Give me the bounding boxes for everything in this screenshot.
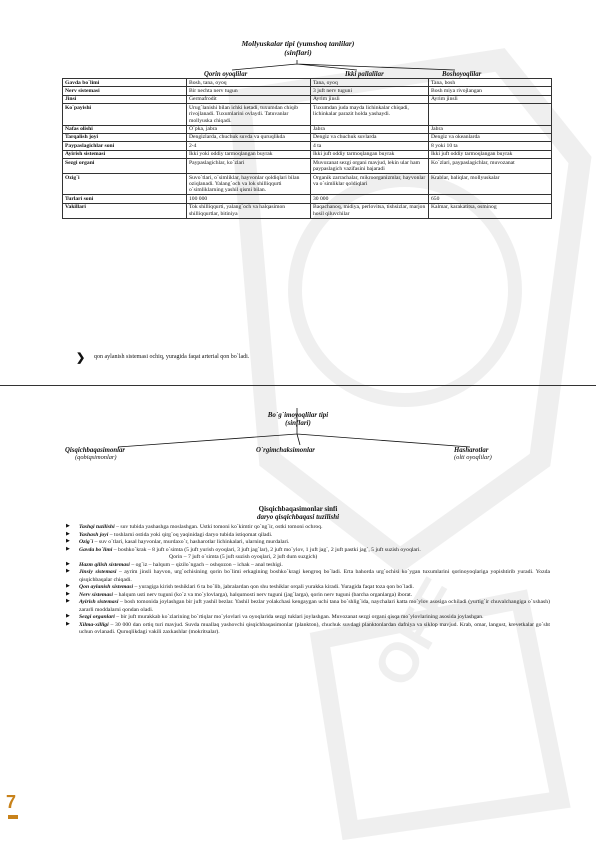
table-row <box>63 195 552 203</box>
fact-term: Qon aylanish sistemasi <box>79 584 134 591</box>
table-cell: Jabra <box>429 125 552 133</box>
list-item <box>66 539 550 547</box>
fact-text: – bir juft murakkab ko`zlarining bo`rtiqlar mo`ylovlari va oyoqlarida sezgi tuklari joylashgan. Muvozanat sezgi organi qisqa mo`ylovlarining asosida joylashgan. <box>114 614 484 621</box>
class-subname: (olti oyoqlilar) <box>454 454 492 461</box>
table-cell: 650 <box>429 195 552 203</box>
table-cell <box>429 104 552 125</box>
class-name: Hasharotlar <box>454 447 489 454</box>
arthropod-class-crustaceans <box>65 447 125 461</box>
fact-term: Tashqi tuzilishi <box>79 524 115 530</box>
arthropod-section-title <box>0 411 596 427</box>
fact-term: Sezgi organlari <box>79 614 115 621</box>
list-item <box>66 584 550 592</box>
table-row <box>63 133 552 141</box>
fact-term: Jinsiy sistemasi <box>79 569 117 576</box>
fact-text: – suv tubida yashashga moslashgan. Ustki tomoni ko`kimtir qo`ng`ir, ostki tomoni ochroq. <box>114 524 323 530</box>
mollusk-subtitle: (sinflari) <box>284 48 312 57</box>
table-row <box>63 95 552 103</box>
class-subname: (qobiqsimonlar) <box>75 454 117 461</box>
table-cell: Dengiz va okeanlarda <box>429 133 552 141</box>
arthropod-class-insects <box>454 447 492 461</box>
fact-text: – bosh tomonida joylashgan bir juft yashil bezlar. Yashil bezlar yolakchasi kengaygan uchi tana bo`shlig`ida, naychalari katta mo`ylov asosiga ochiladi (yurtig`ir chuvalchangiga o`xshash) zararli moddalarni qondan oladi. <box>79 599 550 613</box>
table-cell: Baqachanoq, midiya, perlovitsa, tishsizlar, marjon hosil qiluvchilar <box>311 203 429 218</box>
row-label: Nafas olishi <box>63 125 187 133</box>
fact-text: – og`iz – halqum – qizilo`ngach – oshqozon – ichak – anal teshigi. <box>129 561 283 568</box>
mollusk-class-gastropods: Qorin oyoqlilar <box>204 71 248 78</box>
table-cell: Jabra <box>311 125 429 133</box>
class-name: Qisqichbaqasimonlar <box>65 447 126 454</box>
detail-subtitle: daryo qisqichbaqasi tuzilishi <box>256 513 340 521</box>
class-name: O`rgimchaksimonlar <box>256 447 315 454</box>
table-row <box>63 159 552 174</box>
table-cell: Bosh miya rivojlangan <box>429 87 552 95</box>
list-item <box>66 599 550 614</box>
table-cell: Ayrim jinsli <box>429 95 552 103</box>
list-item <box>66 569 550 584</box>
table-cell: 4 ta <box>311 142 429 150</box>
fact-text: – boshko`krak – 8 juft o`simta (5 juft yurish oyoqlari, 3 juft jag`lar), 2 juft mo`ylov, 1 juft jag`, 2 juft pastki jag`, 5 juft suzish oyoqlari. <box>112 546 421 553</box>
fact-term: Ayirish sistemasi <box>79 599 119 606</box>
row-label: Ozig`i <box>63 174 187 195</box>
table-cell: Organik zarrachalar, mikroorganizmlar, hayvonlar va o`simliklar qoldiqlari <box>311 174 429 195</box>
mollusk-title: Mollyuskalar tipi (yumshoq tanlilar) <box>241 39 355 48</box>
table-cell: 100 000 <box>187 195 311 203</box>
row-label: Nerv sistemasi <box>63 87 187 95</box>
table-cell: Muvozanat sezgi organi mavjud, lekin ular ham paypaslagich vazifasini bajaradi <box>311 159 429 174</box>
row-label: Vakillari <box>63 203 187 218</box>
arthropod-subtitle: (sinflari) <box>285 419 311 427</box>
fact-term: Hazm qilish sistemasi <box>79 561 130 568</box>
note-arrow-icon: ❯ <box>76 352 86 364</box>
table-cell: 8 yoki 10 ta <box>429 142 552 150</box>
table-cell: Ayrim jinsli <box>311 95 429 103</box>
table-cell: Kalmar, karakatitsa, osminog <box>429 203 552 218</box>
table-cell: 30 000 <box>311 195 429 203</box>
table-cell: Urug`lanishi bilan ichki ketadi, tuxumdan chiqib rivojlanadi. Tuxumlarini ovlaydi. Tatuvanlar mollyuska chiqadi. <box>187 104 311 125</box>
table-row <box>63 150 552 158</box>
table-cell: Bosh, tana, oyoq <box>187 79 311 87</box>
row-label: Ko`payishi <box>63 104 187 125</box>
list-item <box>66 524 550 532</box>
table-row <box>63 125 552 133</box>
row-label: Sezgi organi <box>63 159 187 174</box>
mollusk-comparison-table <box>62 78 552 219</box>
crustacean-facts-list <box>66 524 550 637</box>
table-cell: Germafrodit <box>187 95 311 103</box>
row-label: Turlari soni <box>63 195 187 203</box>
page-number: 7 <box>6 792 17 812</box>
table-cell: Tana, bosh <box>429 79 552 87</box>
mollusk-class-cephalopods: Boshoyoqlilar <box>442 71 482 78</box>
row-label: Jinsi <box>63 95 187 103</box>
fact-text: – toshlarni ostida yoki qirg`oq yaqinidagi daryo tubida istiqomat qiladi. <box>108 531 273 538</box>
table-cell: Bir nechta nerv tugun <box>187 87 311 95</box>
mollusk-note: qon aylanish sistemasi ochiq, yuragida faqat arterial qon bo`ladi. <box>94 354 250 360</box>
fact-term: Gavda bo`limi <box>79 546 113 553</box>
table-cell: O`pka, jabra <box>187 125 311 133</box>
row-label: Gavda bo`limi <box>63 79 187 87</box>
list-item <box>66 532 550 540</box>
table-cell: Ikki juft oddiy tarmoqlangan buyrak <box>311 150 429 158</box>
table-row <box>63 142 552 150</box>
row-label: Paypaslagichlar soni <box>63 142 187 150</box>
list-item <box>66 622 550 637</box>
fact-term: Yashash joyi <box>79 531 109 538</box>
fact-text: – yuragiga kirish teshiklari 6 ta bo`lib, jabralardan qon shu teshiklar orqali yurakka kiradi. Yuragida faqat toza qon bo`ladi. <box>133 584 414 591</box>
fact-text: – suv o`tlari, kasal hayvonlar, murdaxo`r, hasharotlar lichinkalari, ularning murdalari. <box>93 539 290 546</box>
table-cell: Tok shilliqqurti, yalang`och va halqasimon shilliqqurtlar, bitiniya <box>187 203 311 218</box>
section-divider <box>0 385 596 386</box>
list-item <box>66 547 550 562</box>
crustacean-detail-title <box>0 505 596 521</box>
arthropod-class-arachnids <box>256 447 315 454</box>
table-cell: Krablar, baliqlar, mollyuskalar <box>429 174 552 195</box>
list-item <box>66 562 550 570</box>
table-cell: Dengizlarda, chuchuk suvda va quruqlikda <box>187 133 311 141</box>
row-label: Tarqalish joyi <box>63 133 187 141</box>
fact-term: Ozig`i <box>79 539 94 546</box>
table-row <box>63 174 552 195</box>
fact-text: – 30 000 dan ortiq turi mavjud. Suvda muallaq yashovchi qisqichbaqasimonlar (plankton), chuchuk suvdagi planktonlardan dafniya va siklop mavjud. Krab, omar, langust, krevetkalar go`sht uchun ovlanadi. Quruqlikdagi vakili zaxkashlar (mokritsalar). <box>79 621 550 636</box>
table-cell: Ko`zlari, paypaslagichlar, muvozanat <box>429 159 552 174</box>
fact-text: – halqum usti nerv tuguni (ko`z va mo`ylovlarga), halqumosti nerv tuguni (jag`larga), qorin nerv tuguni (barcha organlarga) iborat. <box>112 591 413 598</box>
fact-term: Xilma-xilligi <box>79 621 109 628</box>
table-cell: 3 juft nerv tuguni <box>311 87 429 95</box>
table-row <box>63 87 552 95</box>
table-cell: Ikki juft oddiy tarmoqlangan buyrak <box>429 150 552 158</box>
page-number-bar <box>8 815 18 819</box>
table-row <box>63 79 552 87</box>
table-cell: Dengiz va chuchuk suvlarda <box>311 133 429 141</box>
detail-title: Qisqichbaqasimonlar sinfi <box>258 505 338 513</box>
fact-text: – ayrim jinsli hayvon, urg`ochisining qorin bo`limi erkagining boshko`kragi kengroq bo`ladi. Erta bahorda urg`ochisi ko`ygan tuxumlarini qorinoyoqlariga yopishtirib yuradi. Yozda qisqichbaqalar chiqadi. <box>79 569 551 583</box>
table-row <box>63 203 552 218</box>
arthropod-title: Bo`g`imoyoqlilar tipi <box>267 411 329 419</box>
table-cell: Tana, oyoq <box>311 79 429 87</box>
list-item <box>66 614 550 622</box>
table-cell: Paypaslagichlar, ko`zlari <box>187 159 311 174</box>
watermark-text: OFF <box>360 568 472 697</box>
table-row <box>63 104 552 125</box>
table-cell: Tuxumdan juda mayda lichinkalar chiqadi, lichinkalar parazit holda yashaydi. <box>311 104 429 125</box>
mollusk-class-bivalves: Ikki pallalilar <box>345 71 384 78</box>
row-label: Ayirish sistemasi <box>63 150 187 158</box>
table-cell: Suvo`tlari, o`simliklar, hayvonlar qoldiqlari bilan oziqlanadi. Yalang`och va lok shilliqqurti o`simliklarning yashil qismi bilan. <box>187 174 311 195</box>
table-cell: 2-4 <box>187 142 311 150</box>
table-cell: Ikki yoki oddiy tarmoqlangan buyrak <box>187 150 311 158</box>
fact-term: Nerv sistemasi <box>79 591 113 598</box>
fact-extra: Qorin – 7 juft o`simta (5 juft suzish oyoqlari, 2 juft dum suzgich) <box>169 554 318 561</box>
